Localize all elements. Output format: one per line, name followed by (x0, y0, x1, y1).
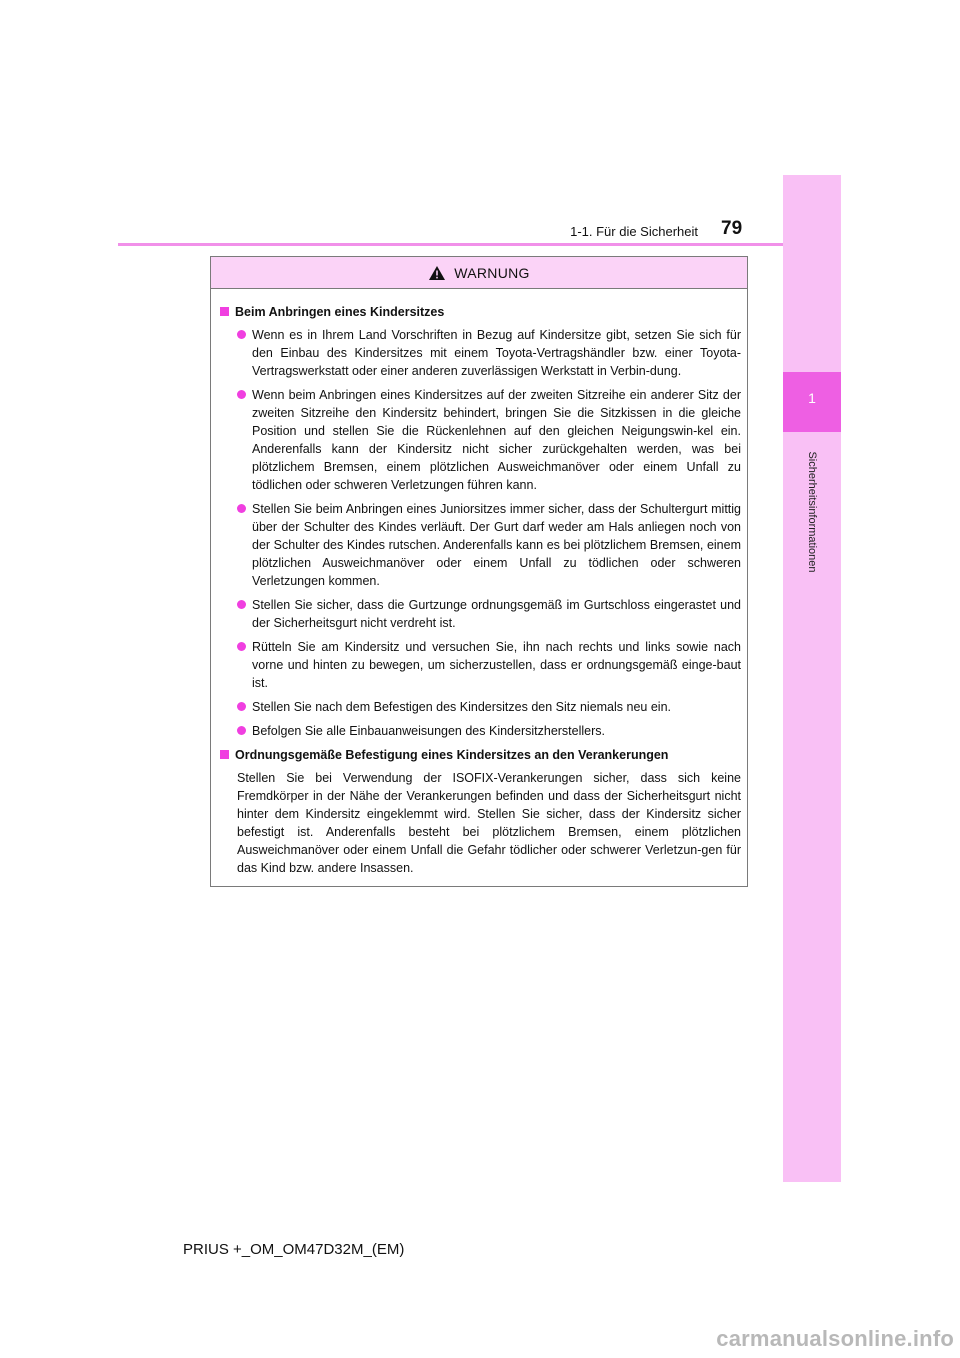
list-item: Wenn beim Anbringen eines Kindersitzes auf der zweiten Sitzreihe ein anderer Sitz der zweiten Sitzreihe den Kindersitz behindert, bringen Sie die Sitzkissen in die gleiche Position und stellen Sie die Rückenlehnen auf den gleichen Neigungswin-kel ein. Anderenfalls kann der Kindersitz nicht sicher zurückgehalten werden, was bei plötzlichem Bremsen, einem plötzlichen Ausweichmanöver oder einem Unfall zu tödlichen oder schweren Verletzungen führen kann. (237, 386, 741, 494)
section-title: 1-1. Für die Sicherheit (570, 224, 698, 239)
circle-bullet-icon (237, 642, 246, 651)
chapter-number: 1 (808, 390, 816, 406)
section-heading: Ordnungsgemäße Befestigung eines Kindersitzes an den Verankerungen (220, 746, 741, 764)
watermark: carmanualsonline.info (716, 1326, 954, 1351)
warning-triangle-icon (428, 265, 446, 281)
warning-box (210, 256, 748, 887)
circle-bullet-icon (237, 726, 246, 735)
warning-title: WARNUNG (454, 264, 530, 281)
list-item: Rütteln Sie am Kindersitz und versuchen Sie, ihn nach rechts und links sowie nach vorne und hinten zu bewegen, um sicherzustellen, dass er ordnungsgemäß einge-baut ist. (237, 638, 741, 692)
list-item: Wenn es in Ihrem Land Vorschriften in Bezug auf Kindersitze gibt, setzen Sie sich für den Einbau des Kindersitzes mit einem Toyota-Vertragshändler bzw. einer Toyota-Vertragswerkstatt oder einer anderen zuverlässigen Werkstatt in Verbin-dung. (237, 326, 741, 380)
circle-bullet-icon (237, 390, 246, 399)
warning-body (211, 289, 747, 877)
square-bullet-icon (220, 750, 229, 759)
section-heading: Beim Anbringen eines Kindersitzes (220, 303, 741, 321)
chapter-sidebar (783, 175, 841, 1182)
list-item: Befolgen Sie alle Einbauanweisungen des Kindersitzherstellers. (237, 722, 741, 740)
list-item: Stellen Sie sicher, dass die Gurtzunge ordnungsgemäß im Gurtschloss eingerastet und der Sicherheitsgurt nicht verdreht ist. (237, 596, 741, 632)
circle-bullet-icon (237, 702, 246, 711)
page-number: 79 (721, 218, 743, 239)
section-paragraph: Stellen Sie bei Verwendung der ISOFIX-Verankerungen sicher, dass sich keine Fremdkörper in der Nähe der Verankerungen befinden und dass der Sicherheitsgurt nicht hinter dem Kindersitz eingeklemmt wird. Stellen Sie sicher, dass der Kindersitz sicher befestigt ist. Anderenfalls besteht bei plötzlichem Bremsen, einem plötzlichen Ausweichmanöver oder einem Unfall die Gefahr tödlicher oder schwerer Verletzun-gen für das Kind bzw. andere Insassen. (237, 771, 741, 875)
warning-header (211, 257, 747, 289)
chapter-label: Sicherheitsinformationen (806, 451, 818, 573)
circle-bullet-icon (237, 330, 246, 339)
document-code: PRIUS +_OM_OM47D32M_(EM) (183, 1241, 405, 1258)
list-item: Stellen Sie nach dem Befestigen des Kindersitzes den Sitz niemals neu ein. (237, 698, 741, 716)
list-item: Stellen Sie beim Anbringen eines Juniorsitzes immer sicher, dass der Schultergurt mittig über der Schulter des Kindes verläuft. Der Gurt darf weder am Hals anliegen noch von der Schulter des Kindes rutschen. Anderenfalls kann es bei plötzlichem Bremsen, einem plötzlichen Ausweichmanöver oder einem Unfall zu tödlichen oder schweren Verletzungen kommen. (237, 500, 741, 590)
circle-bullet-icon (237, 504, 246, 513)
header-rule (118, 243, 783, 246)
square-bullet-icon (220, 307, 229, 316)
circle-bullet-icon (237, 600, 246, 609)
